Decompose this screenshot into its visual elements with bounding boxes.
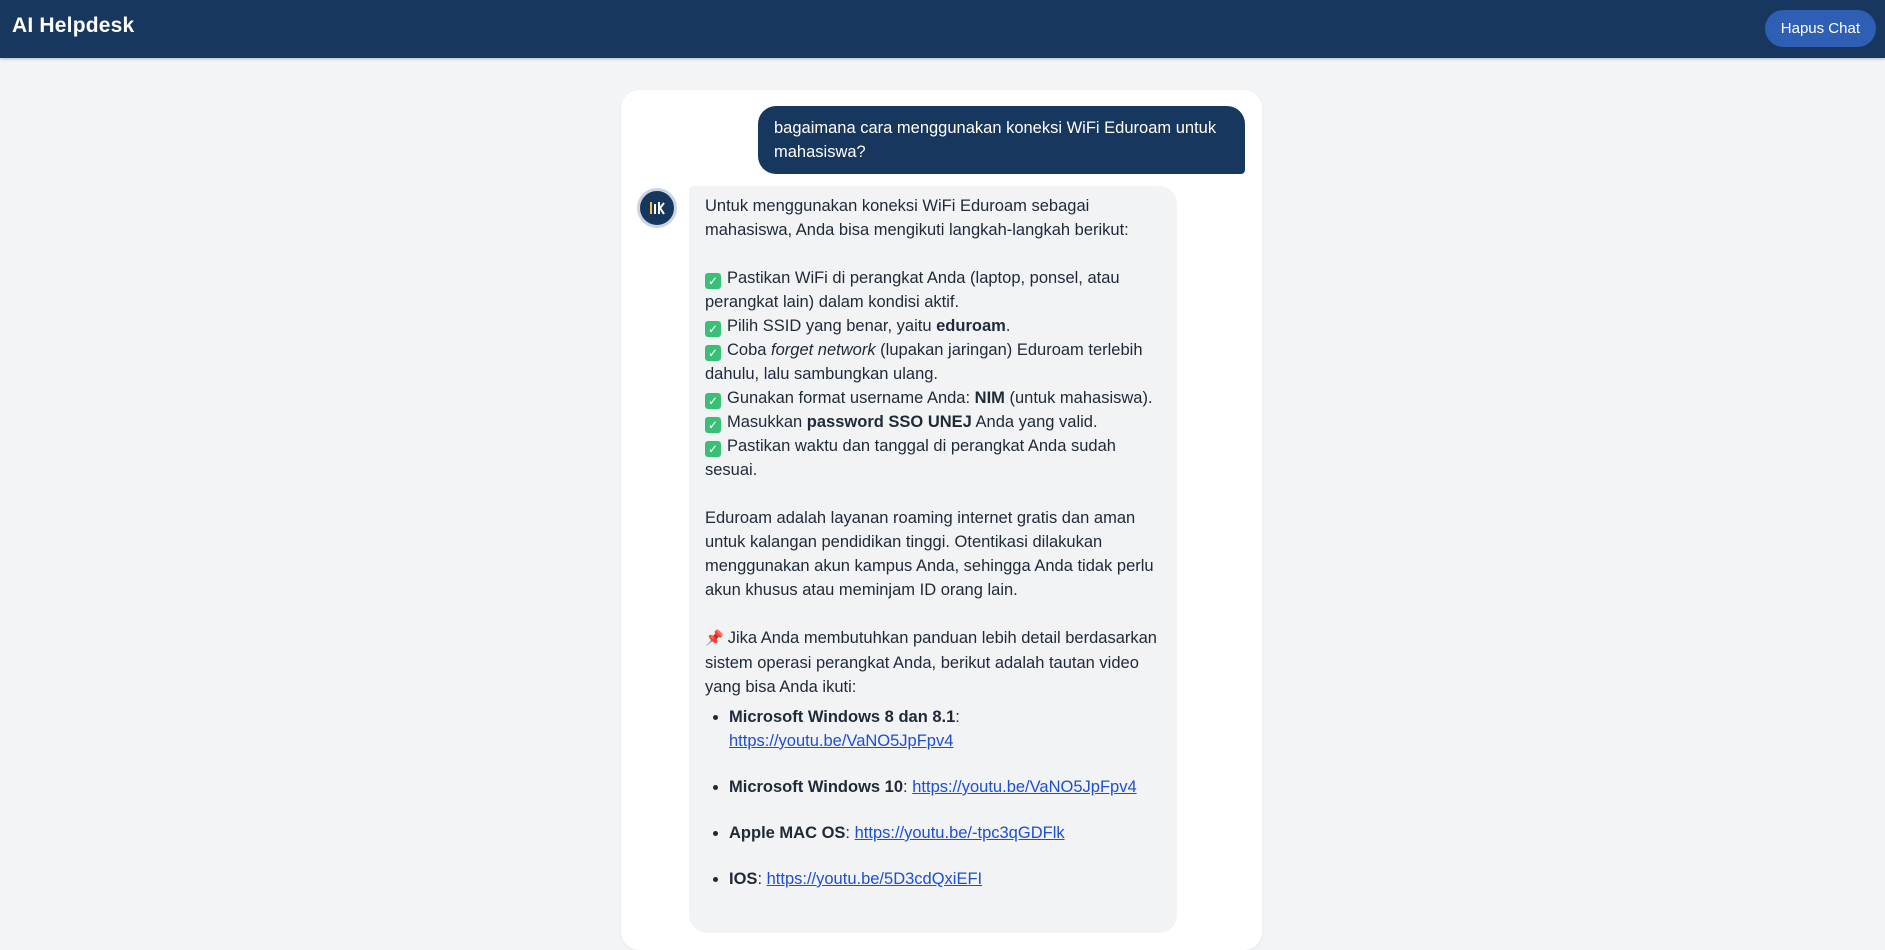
video-list-item: • Microsoft Windows 8 dan 8.1: https://youtu.be/VaNO5JpFpv4: [729, 705, 1161, 753]
check-icon: ✓: [705, 321, 721, 337]
step-item: ✓ Masukkan password SSO UNEJ Anda yang valid.: [705, 410, 1161, 434]
clear-chat-button[interactable]: Hapus Chat: [1765, 10, 1876, 47]
bot-logo-icon: [646, 197, 668, 219]
top-navbar: [0, 0, 1885, 58]
video-link[interactable]: https://youtu.be/VaNO5JpFpv4: [912, 778, 1137, 796]
video-list-item: • Microsoft Windows 10: https://youtu.be/VaNO5JpFpv4: [729, 775, 1161, 799]
video-list-item: • Apple MAC OS: https://youtu.be/-tpc3qGDFlk: [729, 821, 1161, 845]
video-link[interactable]: https://youtu.be/-tpc3qGDFlk: [854, 824, 1065, 842]
step-item: ✓ Coba forget network (lupakan jaringan) Eduroam terlebih dahulu, lalu sambungkan ulang.: [705, 341, 1143, 383]
check-icon: ✓: [705, 441, 721, 457]
chat-panel[interactable]: [621, 90, 1262, 950]
step-item: ✓ Pilih SSID yang benar, yaitu eduroam.: [705, 314, 1161, 338]
step-item: ✓ Gunakan format username Anda: NIM (untuk mahasiswa).: [705, 386, 1161, 410]
app-title: AI Helpdesk: [12, 14, 135, 37]
check-icon: ✓: [705, 273, 721, 289]
video-link[interactable]: https://youtu.be/5D3cdQxiEFI: [766, 870, 983, 888]
user-message-bubble: bagaimana cara menggunakan koneksi WiFi Eduroam untuk mahasiswa?: [758, 106, 1245, 174]
step-item: ✓ Pastikan WiFi di perangkat Anda (laptop, ponsel, atau perangkat lain) dalam kondisi aktif.: [705, 269, 1120, 311]
eduroam-description: Eduroam adalah layanan roaming internet gratis dan aman untuk kalangan pendidikan tinggi. Otentikasi dilakukan menggunakan akun kampus Anda, sehingga Anda tidak perlu akun khusus atau meminjam ID orang lain.: [705, 509, 1154, 599]
step-item: ✓ Pastikan waktu dan tanggal di perangkat Anda sudah sesuai.: [705, 437, 1116, 479]
bot-message-bubble: [689, 186, 1177, 933]
bot-avatar: [637, 188, 677, 228]
check-icon: ✓: [705, 393, 721, 409]
pushpin-icon: 📌: [705, 630, 724, 647]
video-link-list: [705, 705, 1161, 891]
check-icon: ✓: [705, 417, 721, 433]
bot-intro: Untuk menggunakan koneksi WiFi Eduroam sebagai mahasiswa, Anda bisa mengikuti langkah-langkah berikut:: [705, 197, 1129, 239]
guide-intro: 📌 Jika Anda membutuhkan panduan lebih detail berdasarkan sistem operasi perangkat Anda, berikut adalah tautan video yang bisa Anda ikuti:: [705, 629, 1157, 696]
video-link[interactable]: https://youtu.be/VaNO5JpFpv4: [729, 732, 954, 750]
video-list-item: • IOS: https://youtu.be/5D3cdQxiEFI: [729, 867, 1161, 891]
check-icon: ✓: [705, 345, 721, 361]
